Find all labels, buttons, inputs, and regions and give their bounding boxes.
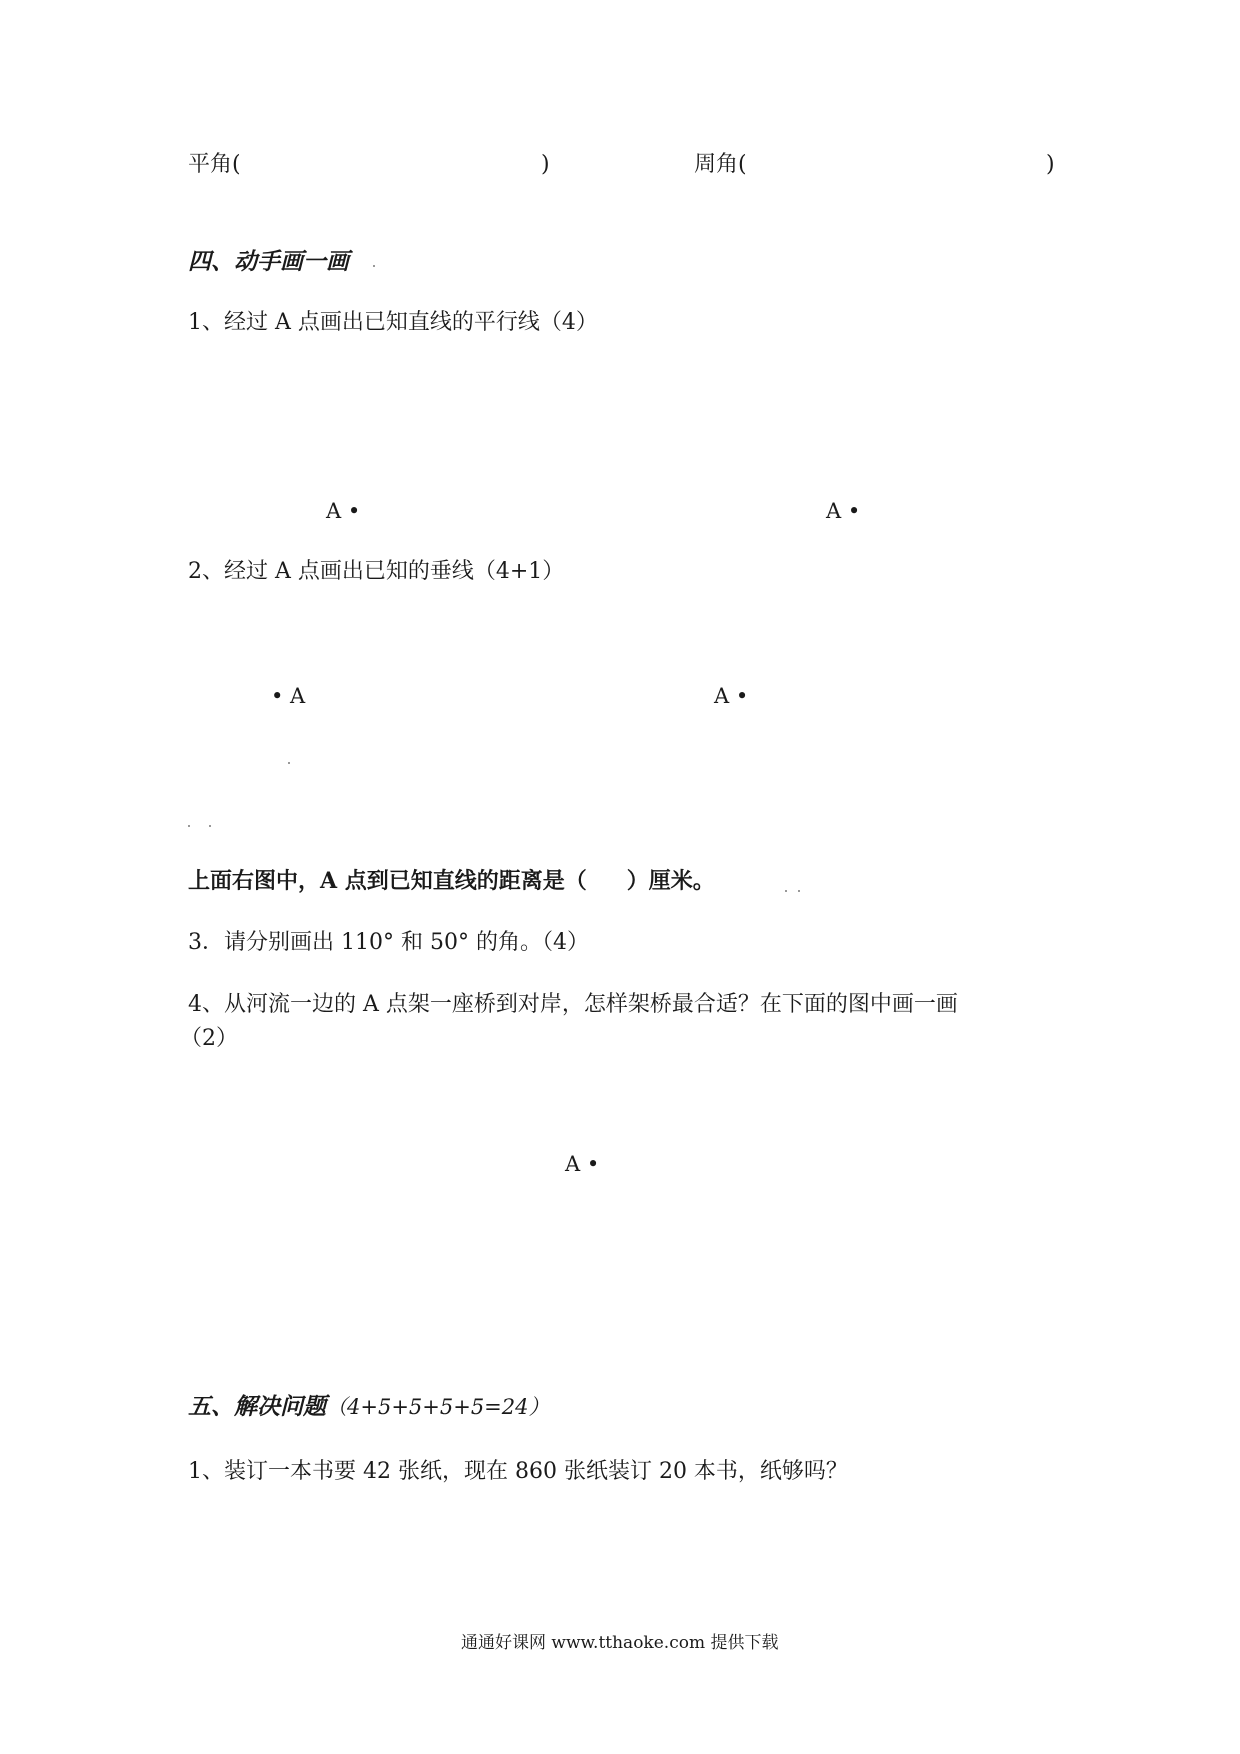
scan-speck <box>785 890 787 892</box>
scan-speck <box>288 762 290 764</box>
q1-text: 1、经过 A 点画出已知直线的平行线（4） <box>188 310 598 335</box>
q4-point: A • <box>565 1152 600 1176</box>
section4-title: 四、动手画一画 <box>188 248 349 275</box>
distance-question-after: ）厘米。 <box>626 868 715 894</box>
q1-point-right: A • <box>826 499 861 523</box>
footer-text: 通通好课网 www.tthaoke.com 提供下载 <box>461 1633 779 1653</box>
q4-line1: 4、从河流一边的 A 点架一座桥到对岸，怎样架桥最合适？在下面的图中画一画 <box>188 992 958 1017</box>
section5-title-text: 五、解决问题 <box>188 1393 326 1420</box>
scan-speck <box>373 265 375 267</box>
q1-point-left: A • <box>326 499 361 523</box>
full-angle-label: 周角( <box>694 152 747 177</box>
q2-text: 2、经过 A 点画出已知的垂线（4+1） <box>188 559 565 584</box>
section5-title <box>188 1392 550 1422</box>
flat-angle-close: ) <box>541 152 550 177</box>
distance-question <box>188 866 715 896</box>
distance-question-before: 上面右图中，A 点到已知直线的距离是（ <box>188 868 587 894</box>
q2-point-left: • A <box>271 684 306 708</box>
scan-speck <box>209 825 211 827</box>
section5-q1-text: 1、装订一本书要 42 张纸，现在 860 张纸装订 20 本书，纸够吗？ <box>188 1459 848 1484</box>
scan-speck <box>798 890 800 892</box>
q3-text: 3．请分别画出 110° 和 50° 的角。（4） <box>188 930 589 955</box>
flat-angle-label: 平角( <box>188 152 241 177</box>
section5-score-note: （4+5+5+5+5=24） <box>326 1395 550 1419</box>
full-angle-close: ) <box>1046 152 1055 177</box>
q4-line2: （2） <box>180 1026 238 1051</box>
scan-speck <box>188 825 190 827</box>
q2-point-right: A • <box>714 684 749 708</box>
